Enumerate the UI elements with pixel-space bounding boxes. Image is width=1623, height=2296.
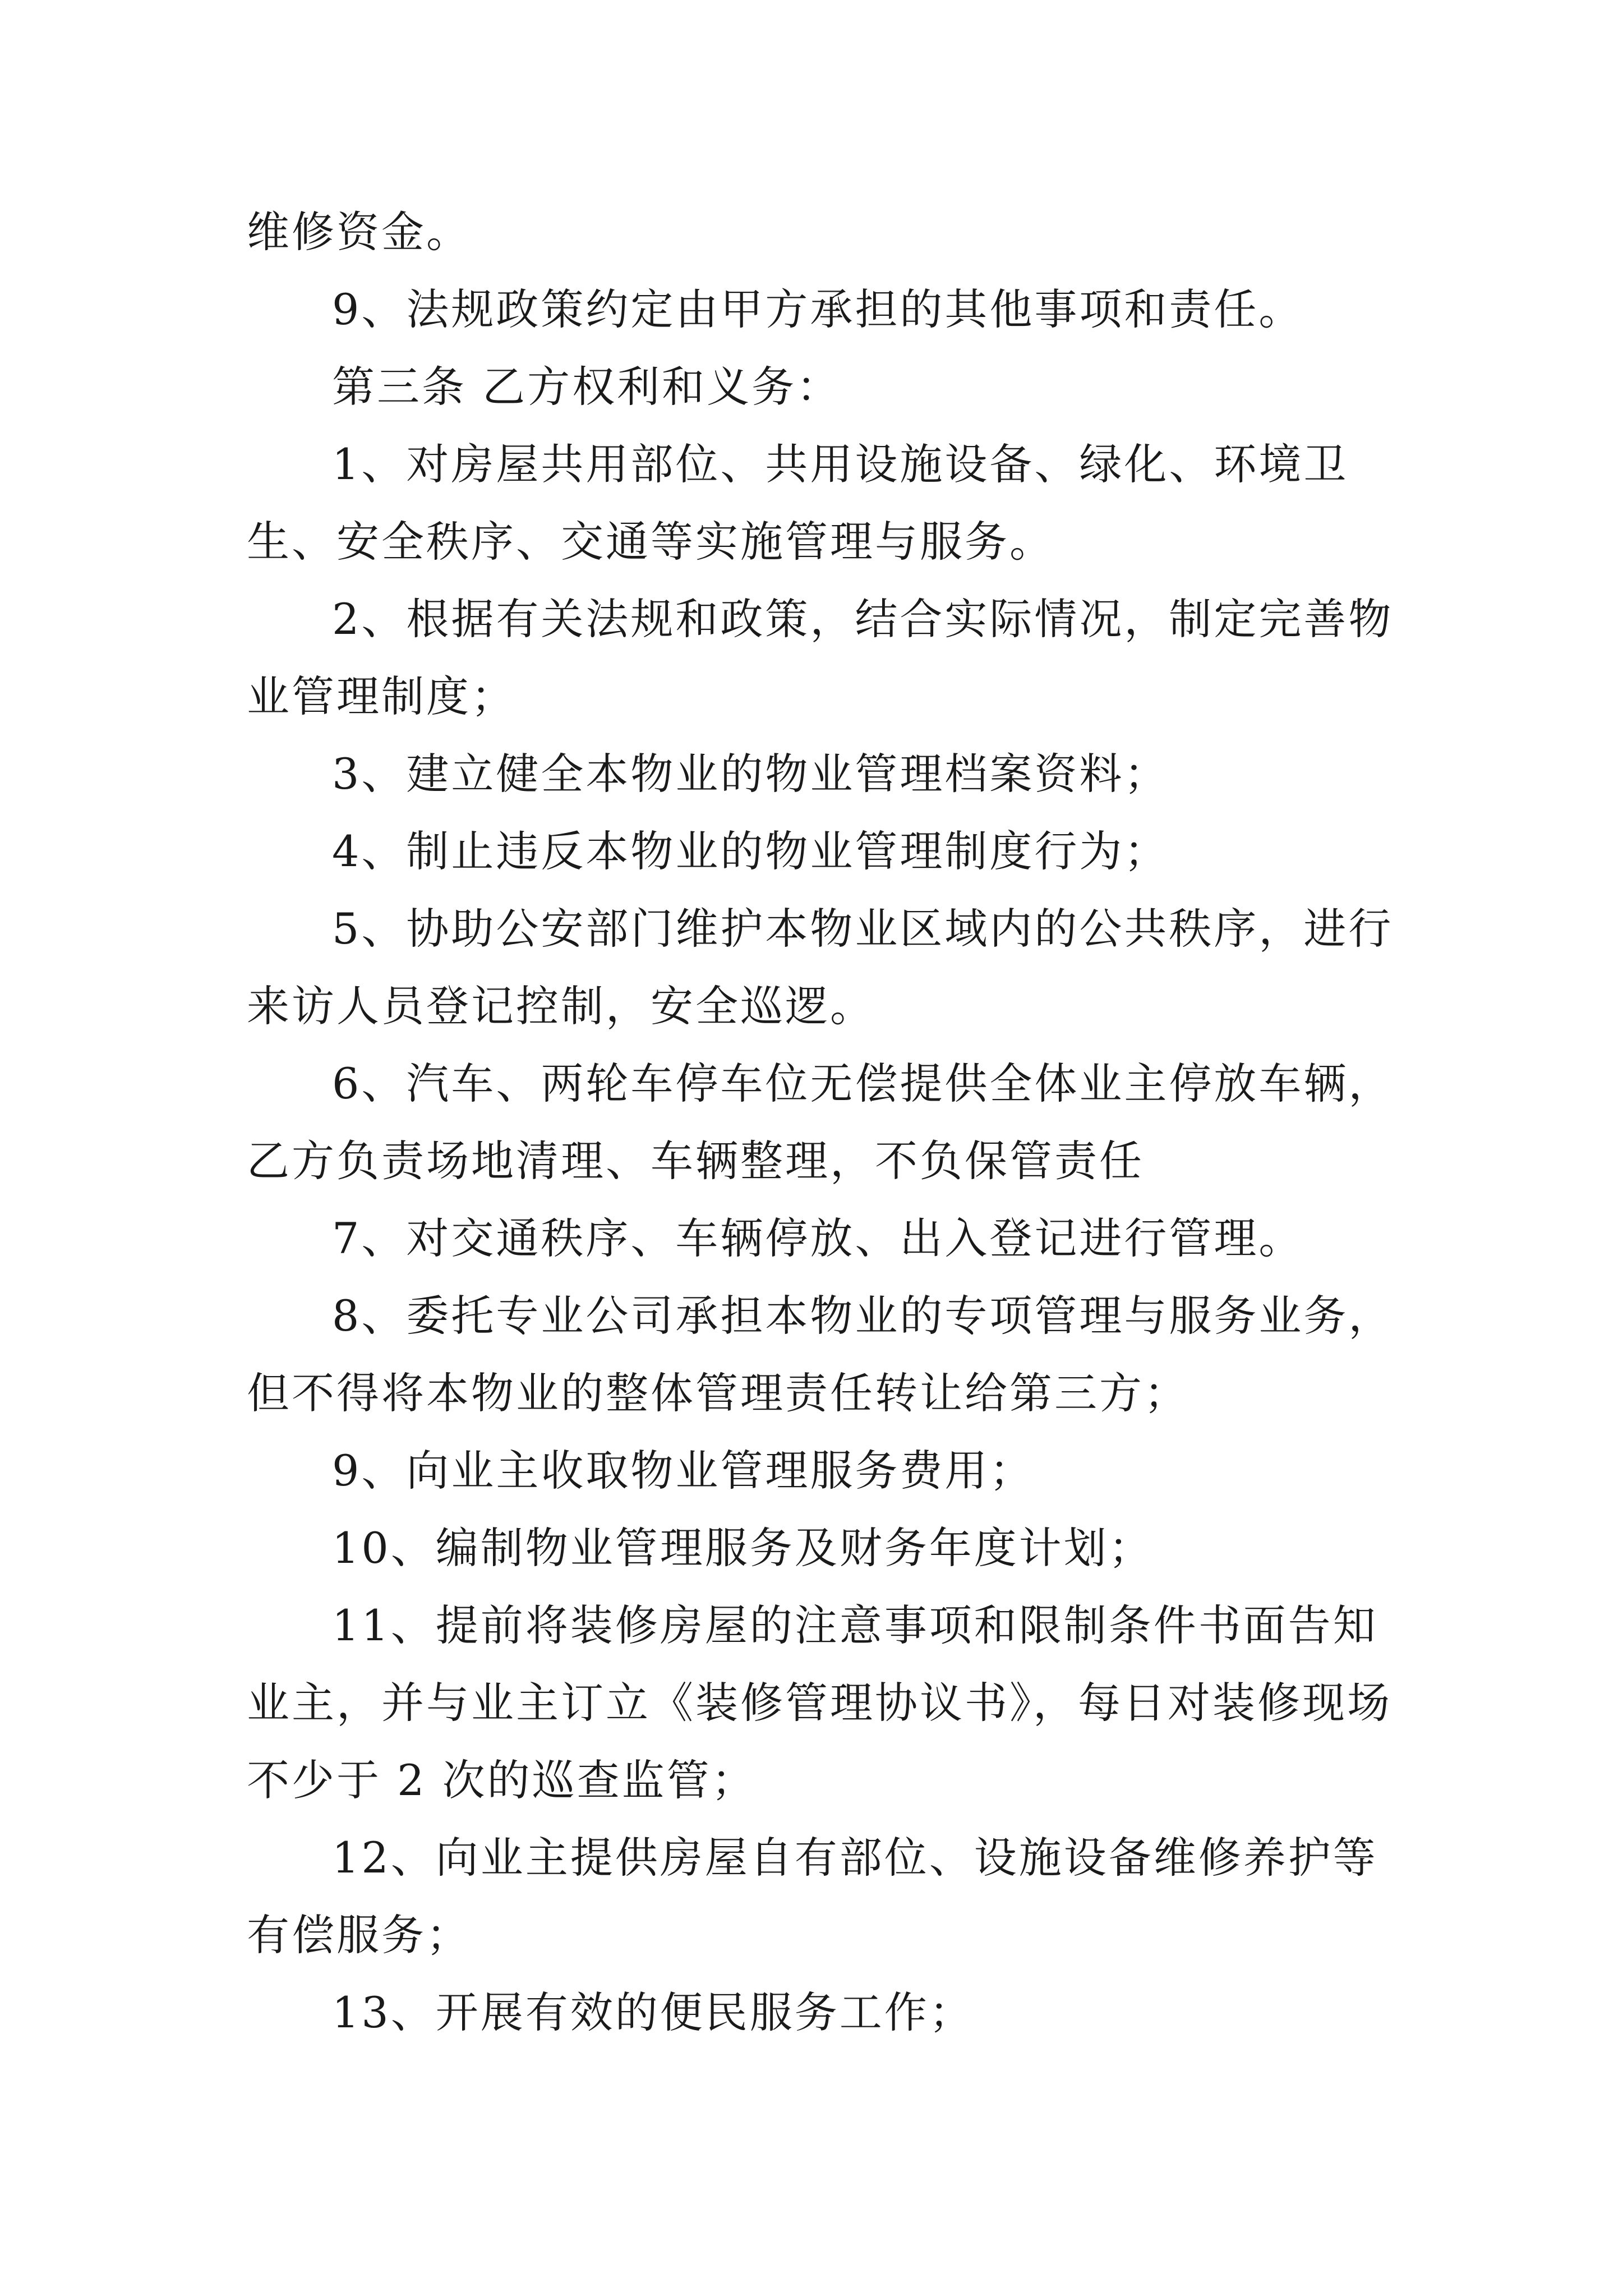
- paragraph-item-8: 8、委托专业公司承担本物业的专项管理与服务业务，但不得将本物业的整体管理责任转让给第三方；: [247, 1291, 1394, 1418]
- paragraph-item-4: 4、制止违反本物业的物业管理制度行为；: [332, 826, 1169, 876]
- paragraph-item-1: 1、对房屋共用部位、共用设施设备、绿化、环境卫生、安全秩序、交通等实施管理与服务。: [247, 439, 1349, 567]
- paragraph-item-13: 13、开展有效的便民服务工作；: [332, 1987, 974, 2037]
- paragraph-item-5: 5、协助公安部门维护本物业区域内的公共秩序，进行来访人员登记控制，安全巡逻。: [247, 904, 1394, 1031]
- paragraph-item-11: 11、提前将装修房屋的注意事项和限制条件书面告知业主，并与业主订立《装修管理协议书》，每日对装修现场不少于 2 次的巡查监管；: [247, 1600, 1392, 1805]
- paragraph-item-10: 10、编制物业管理服务及财务年度计划；: [332, 1523, 1154, 1573]
- paragraph-item-2: 2、根据有关法规和政策，结合实际情况，制定完善物业管理制度；: [247, 594, 1394, 721]
- paragraph-item-6: 6、汽车、两轮车停车位无偿提供全体业主停放车辆，乙方负责场地清理、车辆整理，不负保管责任: [247, 1059, 1394, 1186]
- paragraph-item-9: 9、法规政策约定由甲方承担的其他事项和责任。: [332, 284, 1304, 334]
- paragraph-item-9b: 9、向业主收取物业管理服务费用；: [332, 1446, 1035, 1496]
- section-heading-article-3: 第三条 乙方权利和义务：: [332, 362, 842, 412]
- paragraph-item-12: 12、向业主提供房屋自有部位、设施设备维修养护等有偿服务；: [247, 1833, 1378, 1960]
- paragraph-item-3: 3、建立健全本物业的物业管理档案资料；: [332, 749, 1169, 799]
- paragraph-item-7: 7、对交通秩序、车辆停放、出入登记进行管理。: [332, 1213, 1304, 1263]
- document-body: [247, 194, 1413, 2051]
- paragraph-continuation: 维修资金。: [247, 207, 471, 257]
